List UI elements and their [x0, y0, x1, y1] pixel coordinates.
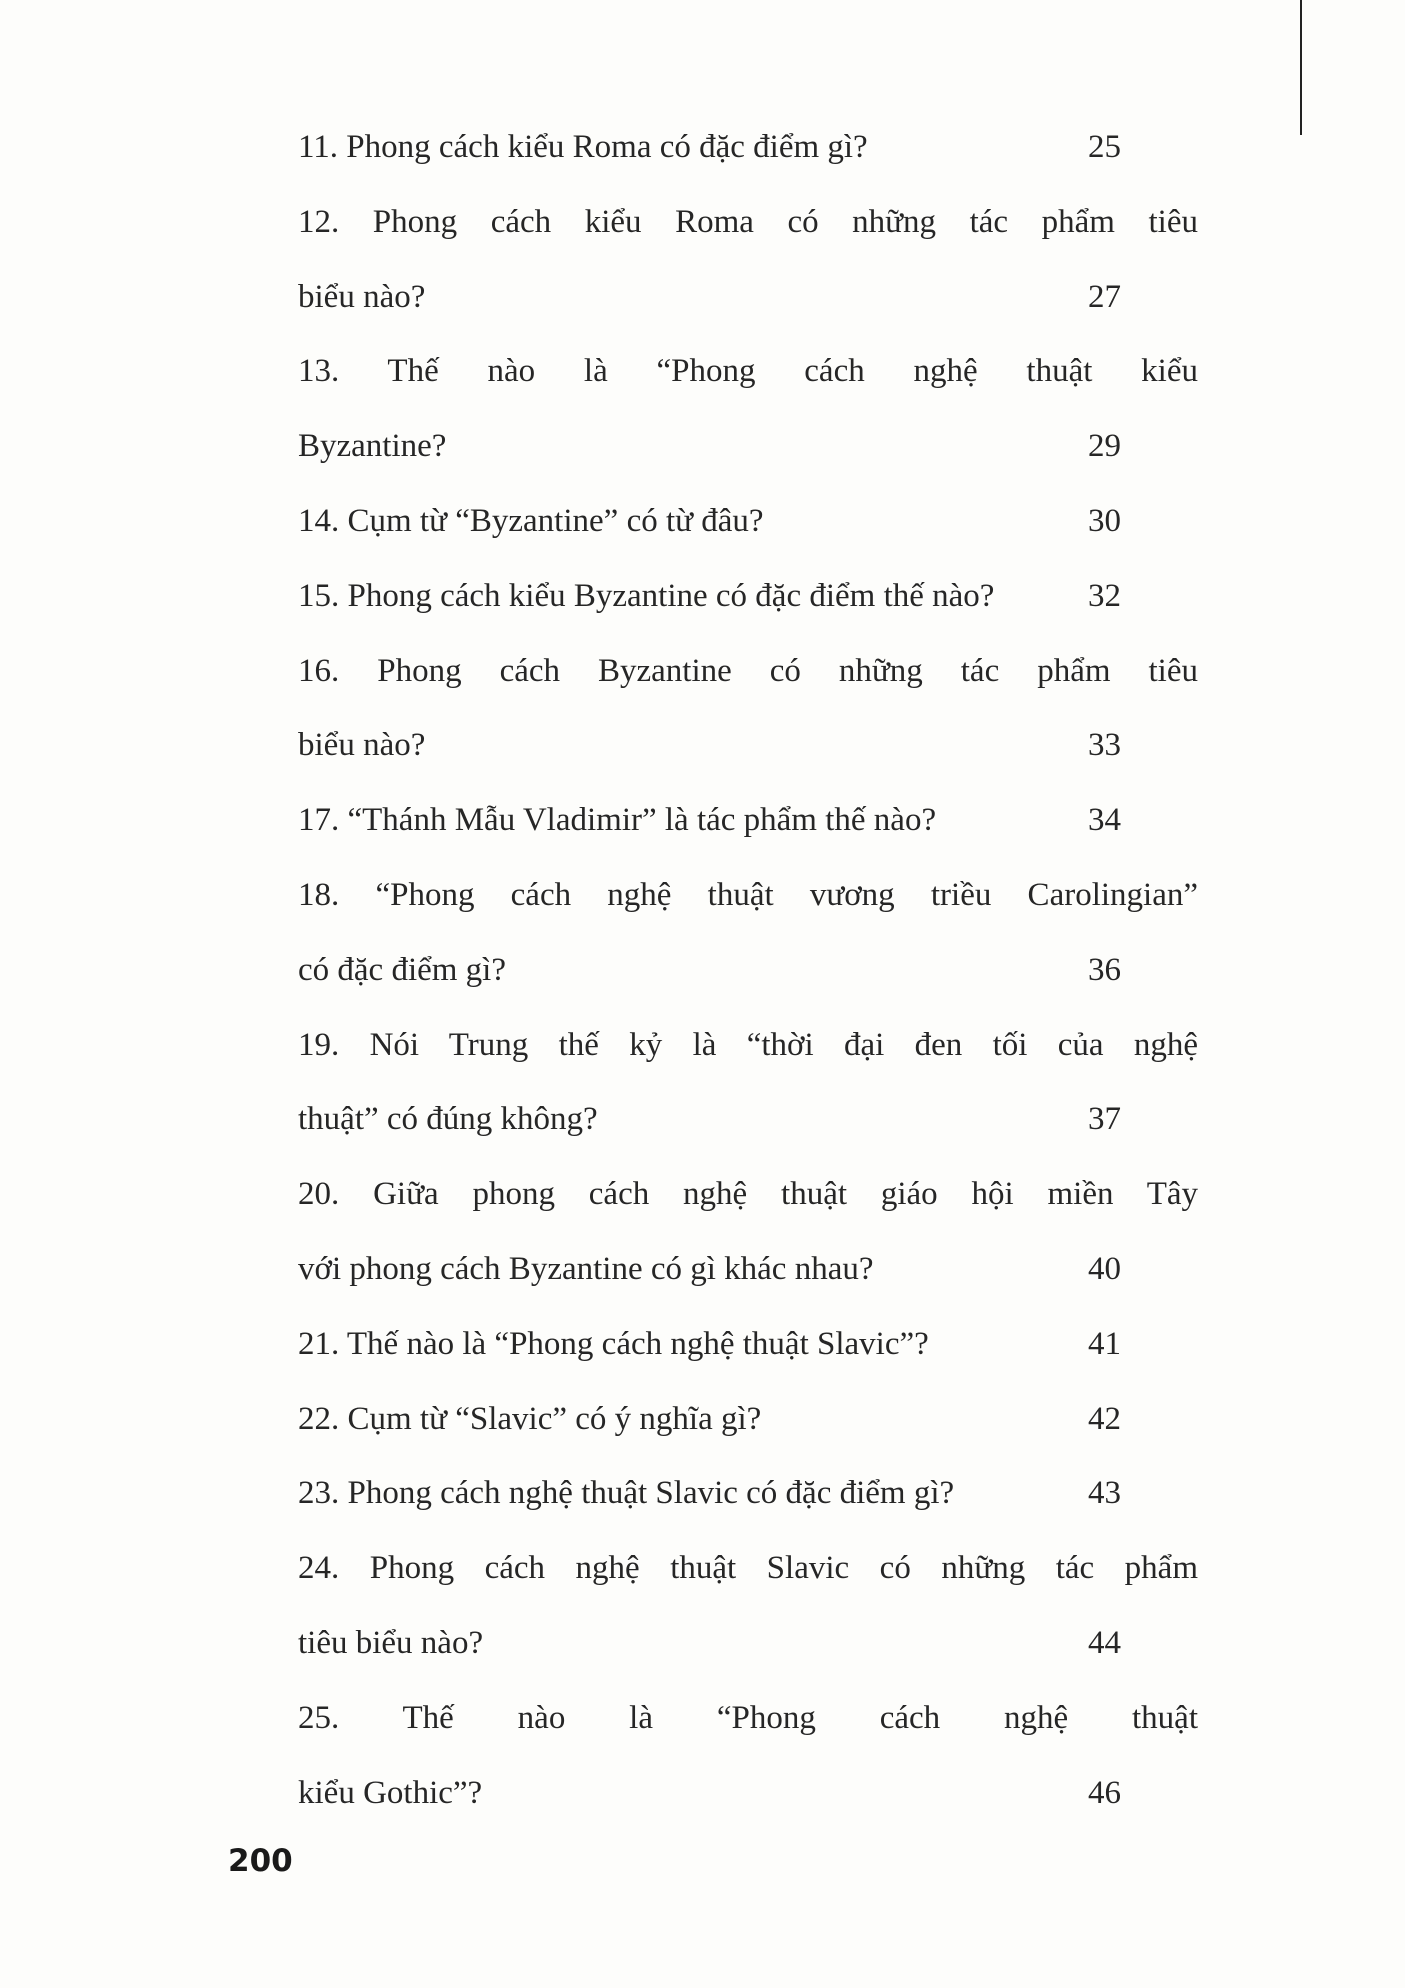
toc-entry-title: biểu nào? — [298, 727, 426, 764]
toc-entry-title: 23. Phong cách nghệ thuật Slavic có đặc điểm gì? — [298, 1475, 955, 1512]
toc-entry-page-number: 41 — [1088, 1325, 1121, 1362]
toc-entry-title: 21. Thế nào là “Phong cách nghệ thuật Slavic”? — [298, 1325, 929, 1362]
toc-entry-title: với phong cách Byzantine có gì khác nhau? — [298, 1250, 874, 1287]
toc-entry-line — [298, 708, 1208, 783]
toc-entry-title: 12. Phong cách kiểu Roma có những tác phẩm tiêu — [298, 203, 1198, 240]
toc-entry-line — [298, 1307, 1208, 1382]
toc-entry-page-number: 25 — [1088, 129, 1121, 165]
toc-entry-page-number: 32 — [1088, 577, 1121, 614]
toc-entry-line — [298, 933, 1208, 1008]
toc-entry-line — [298, 260, 1208, 335]
toc-entry-title: biểu nào? — [298, 278, 426, 315]
toc-entry-line — [298, 1531, 1198, 1606]
toc-entry-title: 11. Phong cách kiểu Roma có đặc điểm gì? — [298, 129, 868, 165]
toc-entry-page-number: 30 — [1088, 502, 1121, 539]
page-number: 200 — [228, 1843, 293, 1879]
toc-entry-line — [298, 1382, 1208, 1457]
toc-entry-title: 25. Thế nào là “Phong cách nghệ thuật — [298, 1699, 1198, 1736]
toc-entry-page-number: 37 — [1088, 1101, 1121, 1138]
toc-entry-line — [298, 484, 1208, 559]
toc-entry-line — [298, 1606, 1208, 1681]
toc-entry-line — [298, 1008, 1198, 1083]
toc-entry-title: 22. Cụm từ “Slavic” có ý nghĩa gì? — [298, 1400, 762, 1437]
toc-entry-title: 18. “Phong cách nghệ thuật vương triều Carolingian” — [298, 876, 1198, 913]
toc-entry-title: 19. Nói Trung thế kỷ là “thời đại đen tối của nghệ — [298, 1026, 1198, 1063]
toc-entry-page-number: 29 — [1088, 428, 1121, 465]
toc-entry-line — [298, 1082, 1208, 1157]
toc-entry-line — [298, 409, 1208, 484]
toc-entry-page-number: 40 — [1088, 1250, 1121, 1287]
toc-entry-title: Byzantine? — [298, 428, 447, 465]
toc-entry-page-number: 36 — [1088, 951, 1121, 988]
toc-entry-page-number: 44 — [1088, 1624, 1121, 1661]
toc-entry-title: kiểu Gothic”? — [298, 1774, 483, 1811]
toc-entry-title: tiêu biểu nào? — [298, 1624, 484, 1661]
toc-entry-line — [298, 1157, 1198, 1232]
toc-entry-line — [298, 1456, 1208, 1531]
page-edge-line — [1300, 0, 1302, 135]
toc-entry-line — [298, 559, 1208, 634]
toc-entry-title: 13. Thế nào là “Phong cách nghệ thuật kiểu — [298, 353, 1198, 390]
toc-entry-line — [298, 185, 1198, 260]
toc-entry-title: 24. Phong cách nghệ thuật Slavic có những tác phẩm — [298, 1550, 1198, 1587]
toc-entry-line — [298, 858, 1198, 933]
toc-entry-line — [298, 334, 1198, 409]
toc-entry-line — [298, 110, 1208, 185]
toc-entry-page-number: 46 — [1088, 1774, 1121, 1811]
toc-entry-page-number: 34 — [1088, 802, 1121, 839]
toc-entry-line — [298, 1681, 1198, 1756]
toc-entry-line — [298, 783, 1208, 858]
toc-entry-page-number: 43 — [1088, 1475, 1121, 1512]
toc-entry-line — [298, 1756, 1208, 1831]
table-of-contents — [298, 110, 1208, 1830]
toc-entry-line — [298, 634, 1198, 709]
toc-entry-title: có đặc điểm gì? — [298, 951, 506, 988]
toc-entry-title: 16. Phong cách Byzantine có những tác phẩm tiêu — [298, 652, 1198, 689]
toc-entry-title: 17. “Thánh Mẫu Vladimir” là tác phẩm thế nào? — [298, 802, 937, 839]
toc-entry-title: 15. Phong cách kiểu Byzantine có đặc điểm thế nào? — [298, 577, 995, 614]
toc-entry-page-number: 27 — [1088, 278, 1121, 315]
toc-entry-page-number: 33 — [1088, 727, 1121, 764]
toc-entry-line — [298, 1232, 1208, 1307]
toc-entry-title: 14. Cụm từ “Byzantine” có từ đâu? — [298, 502, 764, 539]
toc-entry-title: thuật” có đúng không? — [298, 1101, 598, 1138]
toc-entry-page-number: 42 — [1088, 1400, 1121, 1437]
toc-entry-title: 20. Giữa phong cách nghệ thuật giáo hội miền Tây — [298, 1176, 1198, 1213]
